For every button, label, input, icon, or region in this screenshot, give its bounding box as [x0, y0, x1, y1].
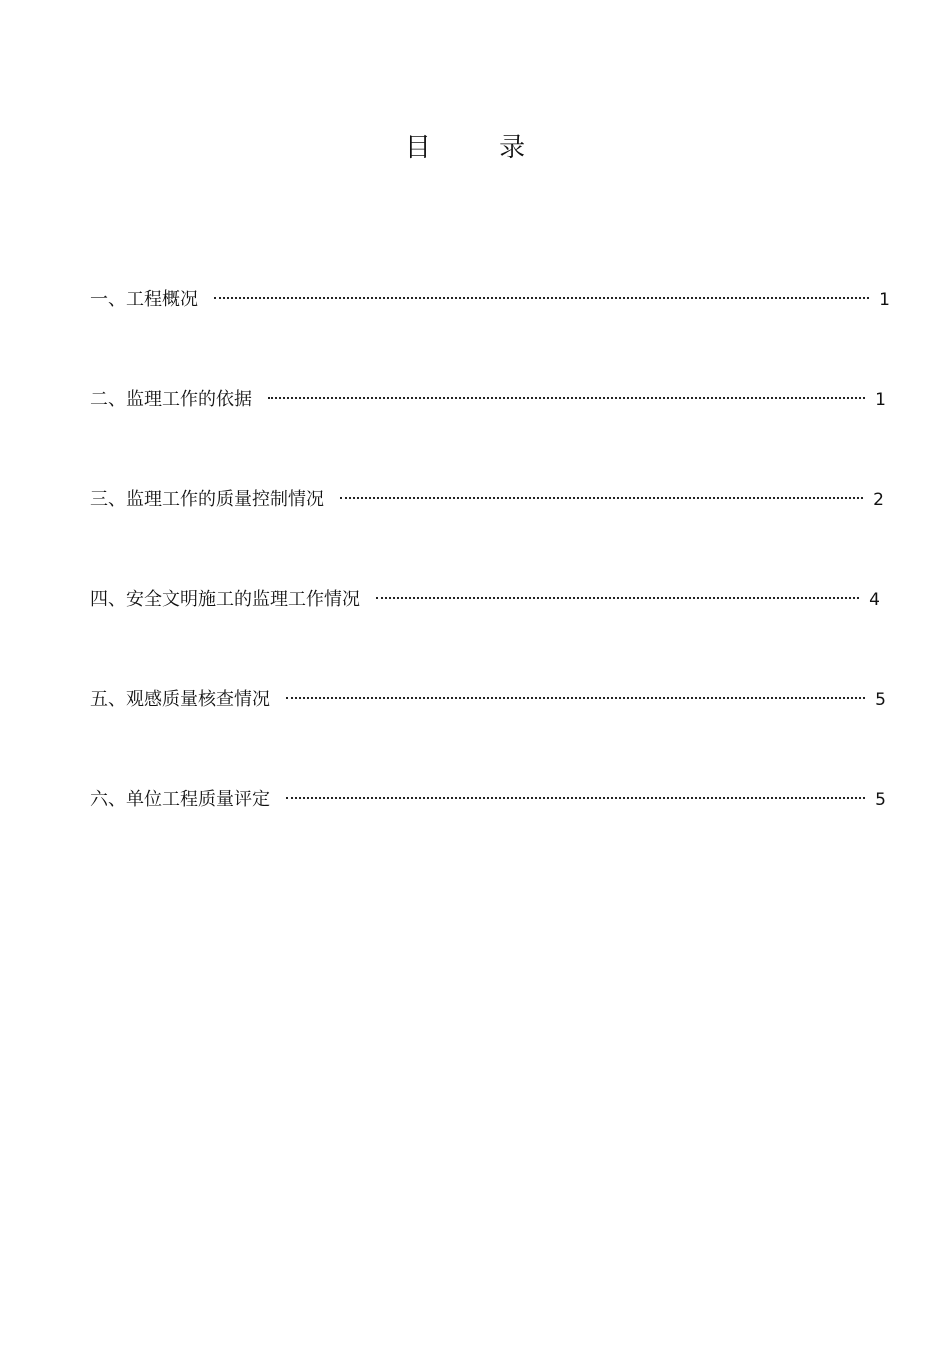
toc-page-number: 1 [875, 390, 886, 410]
toc-entry-label: 四、安全文明施工的监理工作情况 [90, 589, 360, 610]
toc-page-number: 4 [869, 590, 880, 610]
toc-entry-label: 二、监理工作的依据 [90, 389, 252, 410]
toc-entry-1[interactable] [90, 282, 890, 318]
toc-entry-label: 三、监理工作的质量控制情况 [90, 489, 324, 510]
toc-title: 目 录 [404, 133, 556, 163]
dot-leader [286, 797, 865, 799]
dot-leader [340, 497, 863, 499]
dot-leader [376, 597, 859, 599]
toc-entry-5[interactable] [90, 682, 886, 718]
toc-page-number: 5 [875, 690, 886, 710]
dot-leader [286, 697, 865, 699]
toc-page-number: 2 [873, 490, 884, 510]
toc-page-number: 1 [879, 290, 890, 310]
toc-entry-label: 五、观感质量核查情况 [90, 689, 270, 710]
toc-entry-label: 六、单位工程质量评定 [90, 789, 270, 810]
toc-entry-6[interactable] [90, 782, 886, 818]
dot-leader [268, 397, 865, 399]
toc-entry-label: 一、工程概况 [90, 289, 198, 310]
dot-leader [214, 297, 869, 299]
toc-entry-2[interactable] [90, 382, 886, 418]
toc-entry-3[interactable] [90, 482, 884, 518]
table-of-contents [90, 282, 890, 882]
toc-page-number: 5 [875, 790, 886, 810]
toc-entry-4[interactable] [90, 582, 880, 618]
